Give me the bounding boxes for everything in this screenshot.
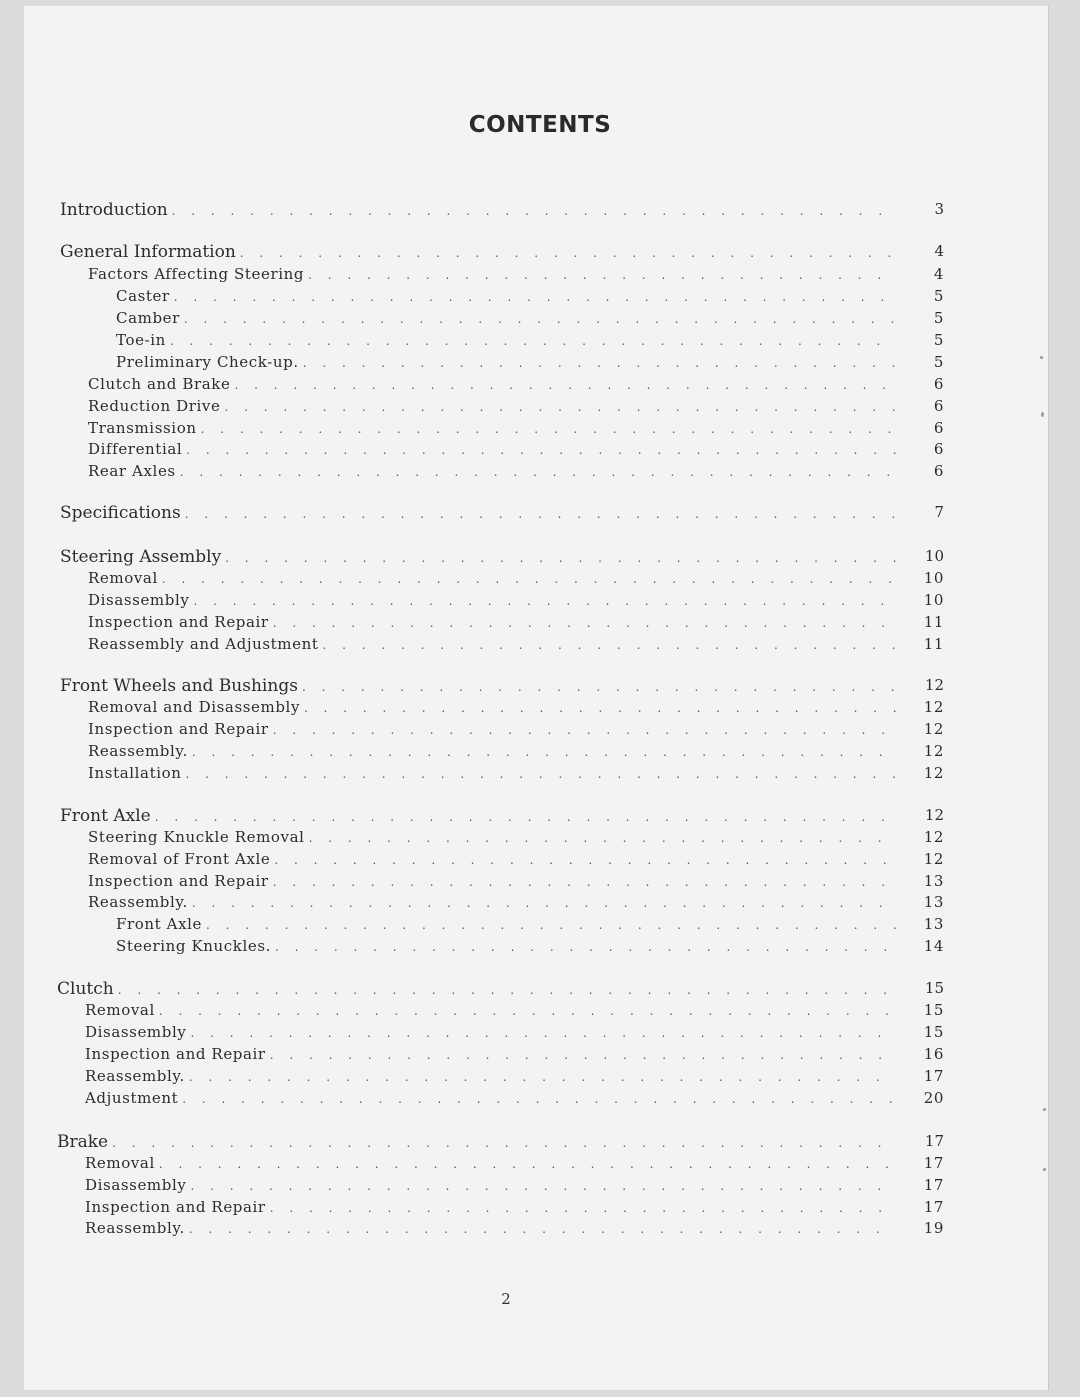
toc-entry-label: Caster (116, 287, 170, 305)
toc-entry-page: 14 (923, 937, 944, 955)
page-title: CONTENTS (468, 112, 612, 138)
toc-entry (88, 698, 944, 720)
toc-entry (88, 742, 944, 764)
toc-entry-page: 12 (924, 676, 944, 694)
dot-leader (304, 701, 896, 715)
toc-entry (116, 915, 944, 937)
toc-entry-page: 13 (923, 872, 944, 890)
toc-entry (85, 1198, 944, 1220)
toc-entry-label: Inspection and Repair (88, 720, 269, 738)
toc-entry-page: 11 (923, 613, 944, 631)
toc-entry (57, 1132, 944, 1154)
toc-entry-label: Front Axle (116, 915, 203, 933)
toc-entry-label: Front Axle (60, 806, 151, 826)
toc-entry-page: 11 (923, 635, 944, 653)
dot-leader (270, 1201, 896, 1215)
toc-entry (60, 676, 944, 698)
dot-leader (185, 507, 896, 521)
toc-entry (88, 375, 944, 397)
toc-entry-page: 20 (923, 1089, 944, 1107)
toc-entry (88, 613, 944, 635)
toc-entry (85, 1001, 944, 1023)
toc-entry-label: Removal (88, 569, 158, 587)
toc-entry (85, 1089, 944, 1111)
dot-leader (273, 723, 896, 737)
dot-leader (240, 246, 896, 260)
dot-leader (302, 680, 896, 694)
toc-entry-label: Steering Knuckle Removal (88, 828, 305, 846)
toc-entry-page: 5 (933, 331, 944, 349)
dot-leader (273, 875, 896, 889)
dot-leader (273, 616, 896, 630)
toc-entry-page: 12 (923, 850, 944, 868)
paper-speck (1041, 412, 1044, 417)
toc-entry (116, 353, 944, 375)
toc-entry-page: 12 (923, 698, 944, 716)
dot-leader (270, 1048, 896, 1062)
toc-entry-label: Removal (85, 1154, 155, 1172)
toc-entry-page: 13 (923, 915, 944, 933)
toc-entry-page: 6 (933, 440, 944, 458)
toc-entry-label: Inspection and Repair (88, 872, 269, 890)
toc-entry-label: Inspection and Repair (88, 613, 269, 631)
toc-entry (85, 1045, 944, 1067)
toc-entry-page: 15 (923, 1023, 944, 1041)
toc-entry-label: Differential (88, 440, 183, 458)
dot-leader (225, 551, 896, 565)
toc-entry-label: Inspection and Repair (85, 1198, 266, 1216)
toc-entry (88, 397, 944, 419)
toc-entry-label: Disassembly (85, 1023, 187, 1041)
toc-entry-page: 12 (923, 828, 944, 846)
toc-entry-label: Introduction (60, 200, 168, 220)
toc-entry-page: 15 (924, 979, 944, 997)
toc-entry (88, 440, 944, 462)
toc-entry-page: 13 (923, 893, 944, 911)
toc-entry-page: 12 (923, 742, 944, 760)
dot-leader (192, 896, 896, 910)
dot-leader (189, 1070, 896, 1084)
dot-leader (186, 767, 896, 781)
toc-entry (60, 242, 944, 264)
toc-entry-label: Reassembly and Adjustment (88, 635, 319, 653)
dot-leader (186, 443, 896, 457)
dot-leader (118, 983, 896, 997)
toc-entry-label: Steering Knuckles. (116, 937, 272, 955)
toc-entry-label: Transmission (88, 419, 197, 437)
toc-entry-label: Disassembly (88, 591, 190, 609)
dot-leader (174, 290, 896, 304)
toc-entry-page: 17 (924, 1132, 944, 1150)
toc-entry (88, 635, 944, 657)
toc-entry-label: General Information (60, 242, 236, 262)
dot-leader (155, 810, 896, 824)
toc-entry-label: Preliminary Check-up. (116, 353, 299, 371)
toc-entry-page: 4 (934, 242, 944, 260)
dot-leader (201, 422, 896, 436)
toc-entry-label: Specifications (60, 503, 181, 523)
toc-entry-page: 17 (923, 1154, 944, 1172)
toc-entry-page: 17 (923, 1067, 944, 1085)
toc-entry (116, 331, 944, 353)
dot-leader (159, 1004, 896, 1018)
dot-leader (275, 940, 896, 954)
toc-entry-page: 3 (934, 200, 944, 218)
toc-entry-page: 10 (923, 591, 944, 609)
toc-entry-page: 5 (933, 353, 944, 371)
toc-entry (85, 1067, 944, 1089)
toc-entry-label: Camber (116, 309, 180, 327)
toc-entry-label: Reassembly. (88, 742, 188, 760)
dot-leader (184, 312, 896, 326)
toc-entry (60, 200, 944, 222)
toc-entry-label: Removal of Front Axle (88, 850, 271, 868)
paper-speck (1043, 1108, 1046, 1111)
toc-entry-label: Adjustment (85, 1089, 179, 1107)
dot-leader (182, 1092, 896, 1106)
dot-leader (193, 594, 896, 608)
toc-entry-label: Clutch (57, 979, 114, 999)
toc-entry-page: 17 (923, 1176, 944, 1194)
dot-leader (308, 268, 896, 282)
toc-entry-label: Reduction Drive (88, 397, 221, 415)
dot-leader (159, 1157, 896, 1171)
toc-entry (88, 720, 944, 742)
toc-entry-label: Rear Axles (88, 462, 176, 480)
toc-entry (116, 309, 944, 331)
dot-leader (192, 745, 896, 759)
toc-entry (60, 806, 944, 828)
toc-entry-page: 6 (933, 462, 944, 480)
dot-leader (190, 1179, 896, 1193)
toc-entry-page: 12 (923, 764, 944, 782)
dot-leader (224, 400, 896, 414)
toc-entry-page: 12 (923, 720, 944, 738)
toc-entry-page: 7 (934, 503, 944, 521)
toc-entry (60, 547, 944, 569)
toc-entry (60, 503, 944, 525)
page-number: 2 (501, 1290, 511, 1308)
dot-leader (190, 1026, 896, 1040)
toc-entry-page: 17 (923, 1198, 944, 1216)
toc-entry-page: 4 (933, 265, 944, 283)
toc-entry-page: 5 (933, 309, 944, 327)
toc-entry-page: 15 (923, 1001, 944, 1019)
toc-entry (85, 1176, 944, 1198)
toc-entry-label: Factors Affecting Steering (88, 265, 305, 283)
toc-entry (88, 569, 944, 591)
toc-entry-label: Clutch and Brake (88, 375, 231, 393)
dot-leader (309, 831, 896, 845)
toc-entry-page: 19 (923, 1219, 944, 1237)
dot-leader (172, 204, 896, 218)
toc-entry (85, 1023, 944, 1045)
toc-entry (57, 979, 944, 1001)
dot-leader (112, 1136, 896, 1150)
toc-entry (88, 893, 944, 915)
dot-leader (180, 465, 896, 479)
toc-entry-page: 10 (924, 547, 944, 565)
toc-entry (88, 828, 944, 850)
toc-entry (116, 287, 944, 309)
toc-entry-label: Toe-in (116, 331, 166, 349)
toc-entry-page: 6 (933, 419, 944, 437)
paper-speck (1043, 1168, 1046, 1171)
toc-entry-label: Disassembly (85, 1176, 187, 1194)
toc-entry (88, 764, 944, 786)
toc-entry-label: Removal and Disassembly (88, 698, 301, 716)
toc-entry-label: Inspection and Repair (85, 1045, 266, 1063)
dot-leader (303, 356, 896, 370)
toc-entry (85, 1219, 944, 1241)
toc-entry (88, 419, 944, 441)
dot-leader (162, 572, 896, 586)
toc-entry (116, 937, 944, 959)
toc-entry-page: 12 (924, 806, 944, 824)
toc-entry-label: Reassembly. (85, 1219, 185, 1237)
toc-entry-page: 6 (933, 397, 944, 415)
toc-entry (88, 872, 944, 894)
dot-leader (234, 378, 896, 392)
toc-entry-page: 10 (923, 569, 944, 587)
toc-entry-label: Brake (57, 1132, 109, 1152)
dot-leader (206, 918, 896, 932)
toc-entry-label: Front Wheels and Bushings (60, 676, 298, 696)
toc-entry-label: Steering Assembly (60, 547, 222, 567)
toc-entry (85, 1154, 944, 1176)
dot-leader (274, 853, 896, 867)
toc-entry-page: 5 (933, 287, 944, 305)
toc-entry-page: 16 (923, 1045, 944, 1063)
dot-leader (189, 1222, 896, 1236)
dot-leader (323, 638, 897, 652)
toc-entry (88, 591, 944, 613)
dot-leader (170, 334, 896, 348)
toc-entry (88, 850, 944, 872)
toc-entry-label: Installation (88, 764, 182, 782)
toc-entry (88, 265, 944, 287)
toc-entry (88, 462, 944, 484)
toc-entry-label: Reassembly. (88, 893, 188, 911)
paper-speck (1040, 356, 1043, 359)
toc-entry-label: Removal (85, 1001, 155, 1019)
toc-entry-label: Reassembly. (85, 1067, 185, 1085)
toc-entry-page: 6 (933, 375, 944, 393)
